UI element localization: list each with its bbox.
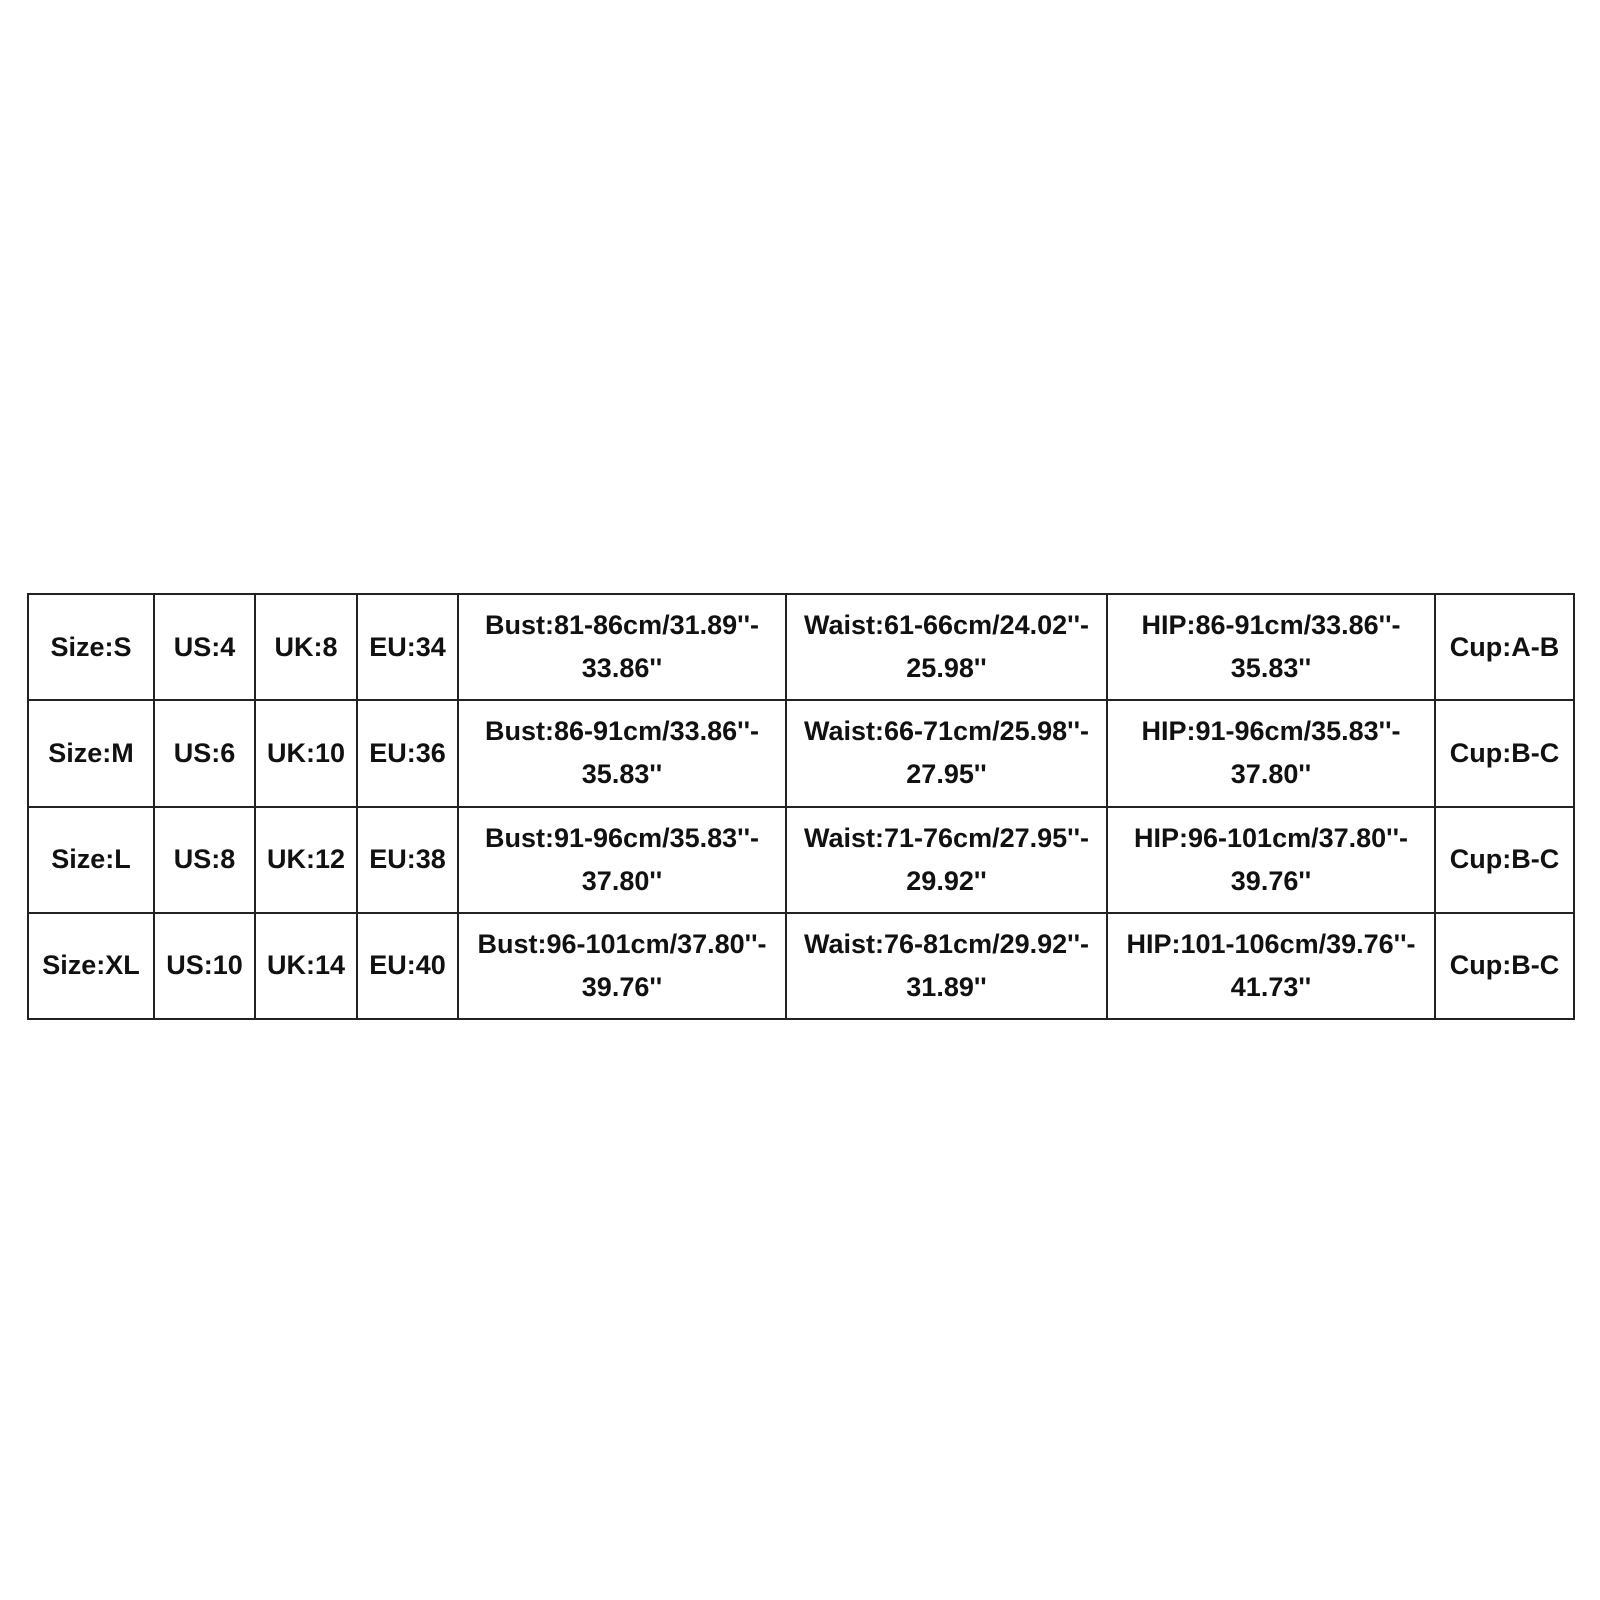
- waist-cell: [786, 594, 1107, 700]
- bust-line-2: 35.83'': [581, 759, 663, 790]
- hip-cell: [1107, 807, 1435, 913]
- eu-size-cell: EU:34: [357, 594, 458, 700]
- table-row: [28, 594, 1574, 700]
- bust-line-1: Bust:86-91cm/33.86''-: [485, 716, 759, 747]
- eu-size-cell: EU:38: [357, 807, 458, 913]
- bust-cell: [458, 700, 786, 806]
- us-size-cell: US:8: [154, 807, 255, 913]
- hip-line-2: 37.80'': [1230, 759, 1312, 790]
- size-cell: Size:M: [28, 700, 154, 806]
- hip-line-2: 39.76'': [1230, 865, 1312, 896]
- bust-line-2: 39.76'': [581, 971, 663, 1002]
- hip-cell: [1107, 594, 1435, 700]
- size-cell: Size:XL: [28, 913, 154, 1019]
- hip-cell: [1107, 913, 1435, 1019]
- bust-cell: [458, 807, 786, 913]
- bust-cell: [458, 594, 786, 700]
- hip-line-1: HIP:86-91cm/33.86''-: [1141, 610, 1401, 641]
- waist-line-2: 27.95'': [906, 759, 987, 790]
- waist-line-1: Waist:66-71cm/25.98''-: [804, 716, 1089, 747]
- waist-cell: [786, 807, 1107, 913]
- bust-line-1: Bust:81-86cm/31.89''-: [485, 610, 759, 641]
- hip-line-1: HIP:101-106cm/39.76''-: [1126, 928, 1416, 959]
- table-row: [28, 913, 1574, 1019]
- waist-cell: [786, 700, 1107, 806]
- eu-size-cell: EU:36: [357, 700, 458, 806]
- bust-line-2: 37.80'': [581, 865, 663, 896]
- cup-cell: Cup:A-B: [1435, 594, 1574, 700]
- size-cell: Size:S: [28, 594, 154, 700]
- bust-line-2: 33.86'': [581, 653, 663, 684]
- waist-line-1: Waist:61-66cm/24.02''-: [804, 610, 1089, 641]
- bust-line-1: Bust:91-96cm/35.83''-: [485, 822, 759, 853]
- size-cell: Size:L: [28, 807, 154, 913]
- hip-line-1: HIP:96-101cm/37.80''-: [1134, 822, 1408, 853]
- bust-cell: [458, 913, 786, 1019]
- hip-line-2: 41.73'': [1230, 971, 1312, 1002]
- waist-line-1: Waist:71-76cm/27.95''-: [804, 822, 1089, 853]
- waist-line-1: Waist:76-81cm/29.92''-: [804, 928, 1089, 959]
- waist-line-2: 31.89'': [906, 971, 987, 1002]
- waist-cell: [786, 913, 1107, 1019]
- cup-cell: Cup:B-C: [1435, 913, 1574, 1019]
- uk-size-cell: UK:10: [255, 700, 357, 806]
- cup-cell: Cup:B-C: [1435, 700, 1574, 806]
- hip-cell: [1107, 700, 1435, 806]
- uk-size-cell: UK:8: [255, 594, 357, 700]
- size-chart-table: [27, 593, 1575, 1020]
- us-size-cell: US:10: [154, 913, 255, 1019]
- table-row: [28, 700, 1574, 806]
- uk-size-cell: UK:14: [255, 913, 357, 1019]
- eu-size-cell: EU:40: [357, 913, 458, 1019]
- waist-line-2: 25.98'': [906, 653, 987, 684]
- hip-line-2: 35.83'': [1230, 653, 1312, 684]
- bust-line-1: Bust:96-101cm/37.80''-: [477, 928, 767, 959]
- us-size-cell: US:4: [154, 594, 255, 700]
- waist-line-2: 29.92'': [906, 865, 987, 896]
- hip-line-1: HIP:91-96cm/35.83''-: [1141, 716, 1401, 747]
- uk-size-cell: UK:12: [255, 807, 357, 913]
- table-row: [28, 807, 1574, 913]
- us-size-cell: US:6: [154, 700, 255, 806]
- cup-cell: Cup:B-C: [1435, 807, 1574, 913]
